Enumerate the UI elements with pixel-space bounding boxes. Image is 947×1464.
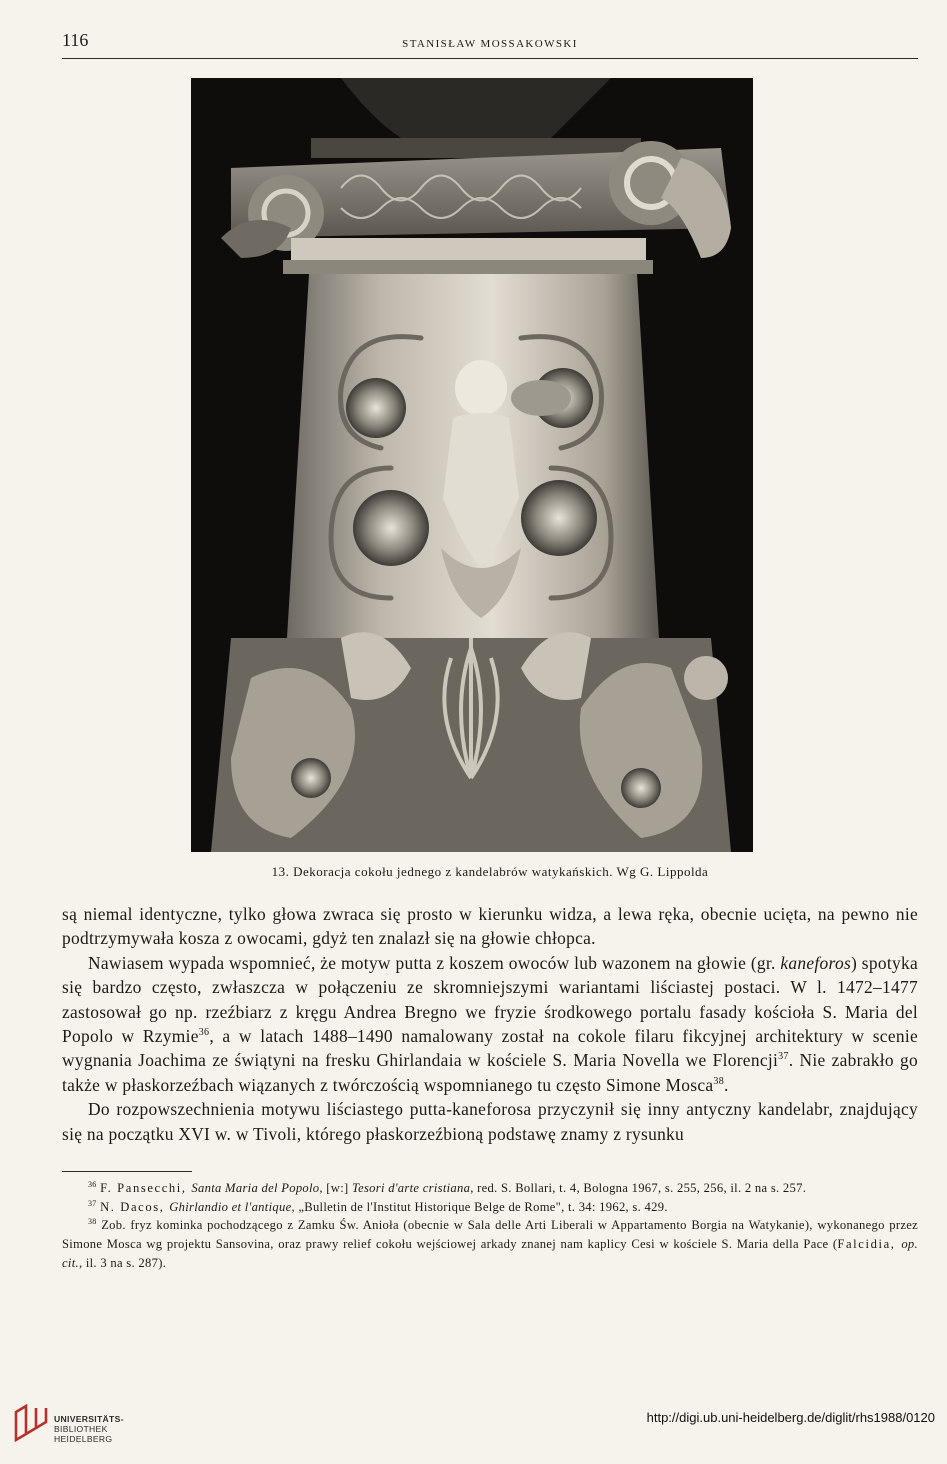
footnote-ref-37[interactable]: 37	[778, 1051, 789, 1063]
library-emblem-icon	[12, 1404, 50, 1444]
page-header	[62, 30, 918, 59]
footnote-rule	[62, 1171, 192, 1172]
term-kaneforos: kaneforos	[780, 952, 852, 973]
footnote-number: 38	[88, 1217, 97, 1227]
paragraph-2-part-b: ) spotyka się bardzo często, zwłaszcza w połączeniu ze skromniejszymi wariantami liściastej postaci. W l. 1472–1477 zastosował go np. rzeźbiarz z kręgu Andrea Bregno we fryzie środkowego portalu fasady kościoła S. Maria del Popolo w Rzymie	[62, 952, 918, 1047]
footnote-title: Tesori d'arte cristiana	[351, 1181, 471, 1195]
paragraph-1: są niemal identyczne, tylko głowa zwraca się prosto w kierunku widza, a lewa ręka, obecnie ucięta, na pewno nie podtrzymywała kosza z owocami, gdyż ten znalazł się na głowie chłopca.	[62, 904, 918, 949]
footnote-36	[62, 1179, 918, 1198]
candelabrum-base-relief-illustration	[191, 78, 753, 852]
source-url-link[interactable]: http://digi.ub.uni-heidelberg.de/diglit/rhs1988/0120	[646, 1410, 935, 1425]
library-name-line-1: UNIVERSITÄTS-	[54, 1414, 124, 1424]
footnote-text: , red. S. Bollari, t. 4, Bologna 1967, s. 255, 256, il. 2 na s. 257.	[470, 1181, 807, 1195]
footnote-38	[62, 1216, 918, 1272]
paragraph-2-part-c: , a w latach 1488–1490 namalowany został na cokole filaru fikcyjnej architektury w scenie wygnania Joachima ze świątyni na fresku Ghirlandaia w kościele S. Maria Novella we Florencji	[62, 1026, 918, 1071]
library-name-line-2: BIBLIOTHEK	[54, 1424, 108, 1434]
footnote-title: Ghirlandio et l'antique	[169, 1199, 292, 1214]
library-name	[54, 1414, 124, 1444]
paragraph-2-part-d: . Nie zabrakło go także w płaskorzeźbach wiązanych z twórczością wspomnianego tu często Simone Mosca	[62, 1050, 918, 1095]
footnote-title: Santa Maria del Popolo	[191, 1181, 320, 1195]
footnote-ref-38[interactable]: 38	[713, 1076, 725, 1088]
page-number: 116	[62, 30, 89, 50]
footnotes	[62, 1179, 918, 1273]
footnote-op-cit: op. cit.	[62, 1237, 918, 1270]
paragraph-3: Do rozpowszechnienia motywu liściastego putta-kaneforosa przyczynił się inny antyczny kandelabr, znajdujący się na początku XVI w. w Tivoli, którego płaskorzeźbioną podstawę znamy z rysunku	[62, 1099, 918, 1144]
figure-caption: 13. Dekoracja cokołu jednego z kandelabrów watykańskich. Wg G. Lippolda	[271, 864, 709, 879]
footnote-author: N. Dacos,	[100, 1199, 170, 1214]
footnote-text: , il. 3 na s. 287).	[78, 1255, 167, 1270]
footnote-author: Falcidia,	[837, 1237, 902, 1252]
footnote-37	[62, 1198, 918, 1217]
footnote-number: 37	[88, 1198, 97, 1208]
footnote-ref-36[interactable]: 36	[198, 1027, 210, 1039]
footnote-number: 36	[88, 1179, 97, 1189]
paragraph-2-part-a: Nawiasem wypada wspomnieć, że motyw putta z koszem owoców lub wazonem na głowie (gr.	[88, 952, 781, 973]
footnote-text: , „Bulletin de l'Institut Historique Belge de Rome", t. 34: 1962, s. 429.	[291, 1199, 668, 1214]
running-head: STANISŁAW MOSSAKOWSKI	[402, 38, 578, 50]
footnote-text: Zob. fryz kominka pochodzącego z Zamku Św. Anioła (obecnie w Sala delle Arti Liberali w Appartamento Borgia na Watykanie), wykonanego przez Simone Mosca wg projektu Sansovina, oraz prawy relief cokołu wejściowej arkady znanej nam kaplicy Cesi w kościele S. Maria della Pace (	[62, 1218, 919, 1252]
library-name-line-3: HEIDELBERG	[54, 1434, 113, 1444]
footnote-text: , [w:]	[319, 1181, 352, 1195]
paragraph-2	[62, 951, 918, 1097]
paragraph-2-part-e: .	[724, 1074, 729, 1095]
figure-13-photo	[191, 78, 753, 852]
library-logo[interactable]	[8, 1400, 168, 1452]
footnote-author: F. Pansecchi,	[100, 1181, 192, 1195]
main-text	[62, 902, 918, 1146]
